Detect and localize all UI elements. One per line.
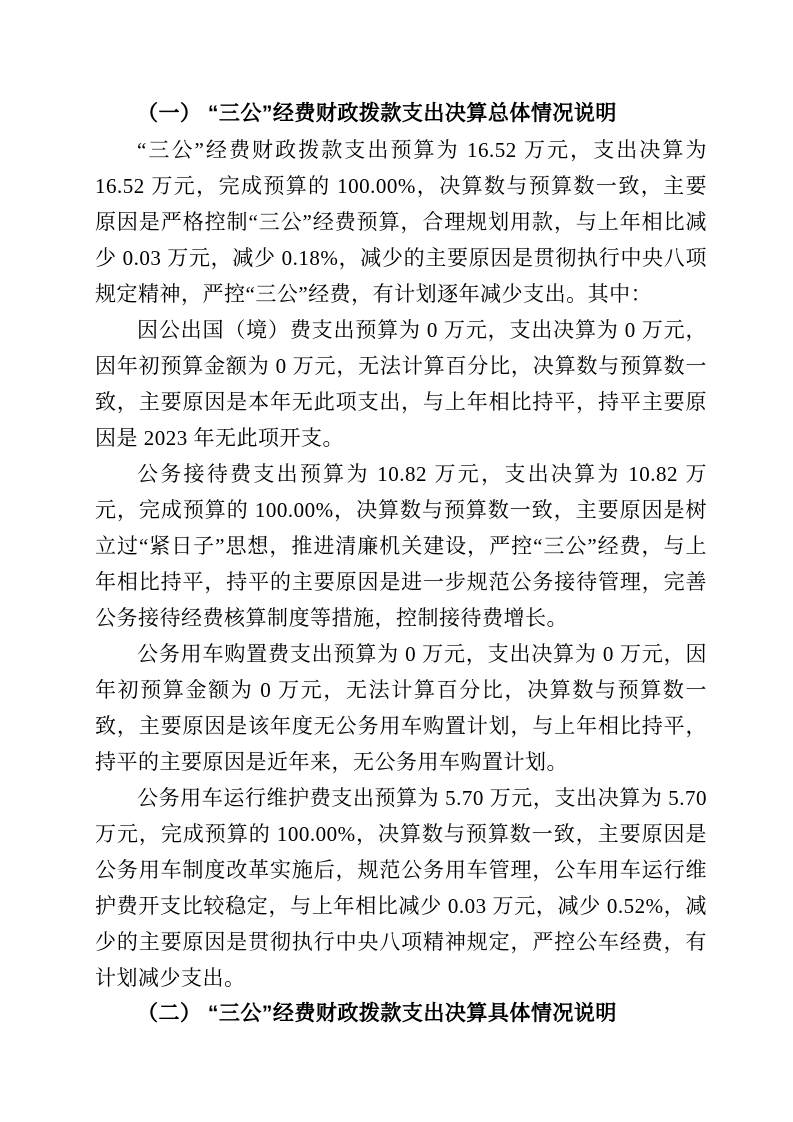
- paragraph-overseas-travel-expense: 因公出国（境）费支出预算为 0 万元，支出决算为 0 万元，因年初预算金额为 0 万元，无法计算百分比，决算数与预算数一致，主要原因是本年无此项支出，与上年相比持平，持平主要原因是 2023 年无此项开支。: [95, 318, 707, 450]
- paragraph-vehicle-purchase-expense: 公务用车购置费支出预算为 0 万元，支出决算为 0 万元，因年初预算金额为 0 万元，无法计算百分比，决算数与预算数一致，主要原因是该年度无公务用车购置计划，与上年相比持平，持平的主要原因是近年来，无公务用车购置计划。: [95, 642, 707, 774]
- paragraph-vehicle-operation-maintenance-expense: 公务用车运行维护费支出预算为 5.70 万元，支出决算为 5.70 万元，完成预算的 100.00%，决算数与预算数一致，主要原因是公务用车制度改革实施后，规范公务用车管理，公车用车运行维护费开支比较稳定，与上年相比减少 0.03 万元，减少 0.52%，减少的主要原因是贯彻执行中央八项精神规定，严控公车经费，有计划减少支出。: [95, 786, 707, 990]
- heading-sangong-overall-explanation: （一） “三公”经费财政拨款支出决算总体情况说明: [137, 102, 617, 125]
- paragraph-sangong-overall-summary: “三公”经费财政拨款支出预算为 16.52 万元，支出决算为 16.52 万元，完成预算的 100.00%，决算数与预算数一致，主要原因是严格控制“三公”经费预算，合理规划用款，与上年相比减少 0.03 万元，减少 0.18%，减少的主要原因是贯彻执行中央八项规定精神，严控“三公”经费，有计划逐年减少支出。其中：: [95, 138, 707, 306]
- heading-sangong-specific-explanation: （二） “三公”经费财政拨款支出决算具体情况说明: [137, 1002, 617, 1025]
- document-content: [95, 96, 707, 1032]
- paragraph-official-reception-expense: 公务接待费支出预算为 10.82 万元，支出决算为 10.82 万元，完成预算的 100.00%，决算数与预算数一致，主要原因是树立过“紧日子”思想，推进清廉机关建设，严控“三公”经费，与上年相比持平，持平的主要原因是进一步规范公务接待管理，完善公务接待经费核算制度等措施，控制接待费增长。: [95, 462, 707, 630]
